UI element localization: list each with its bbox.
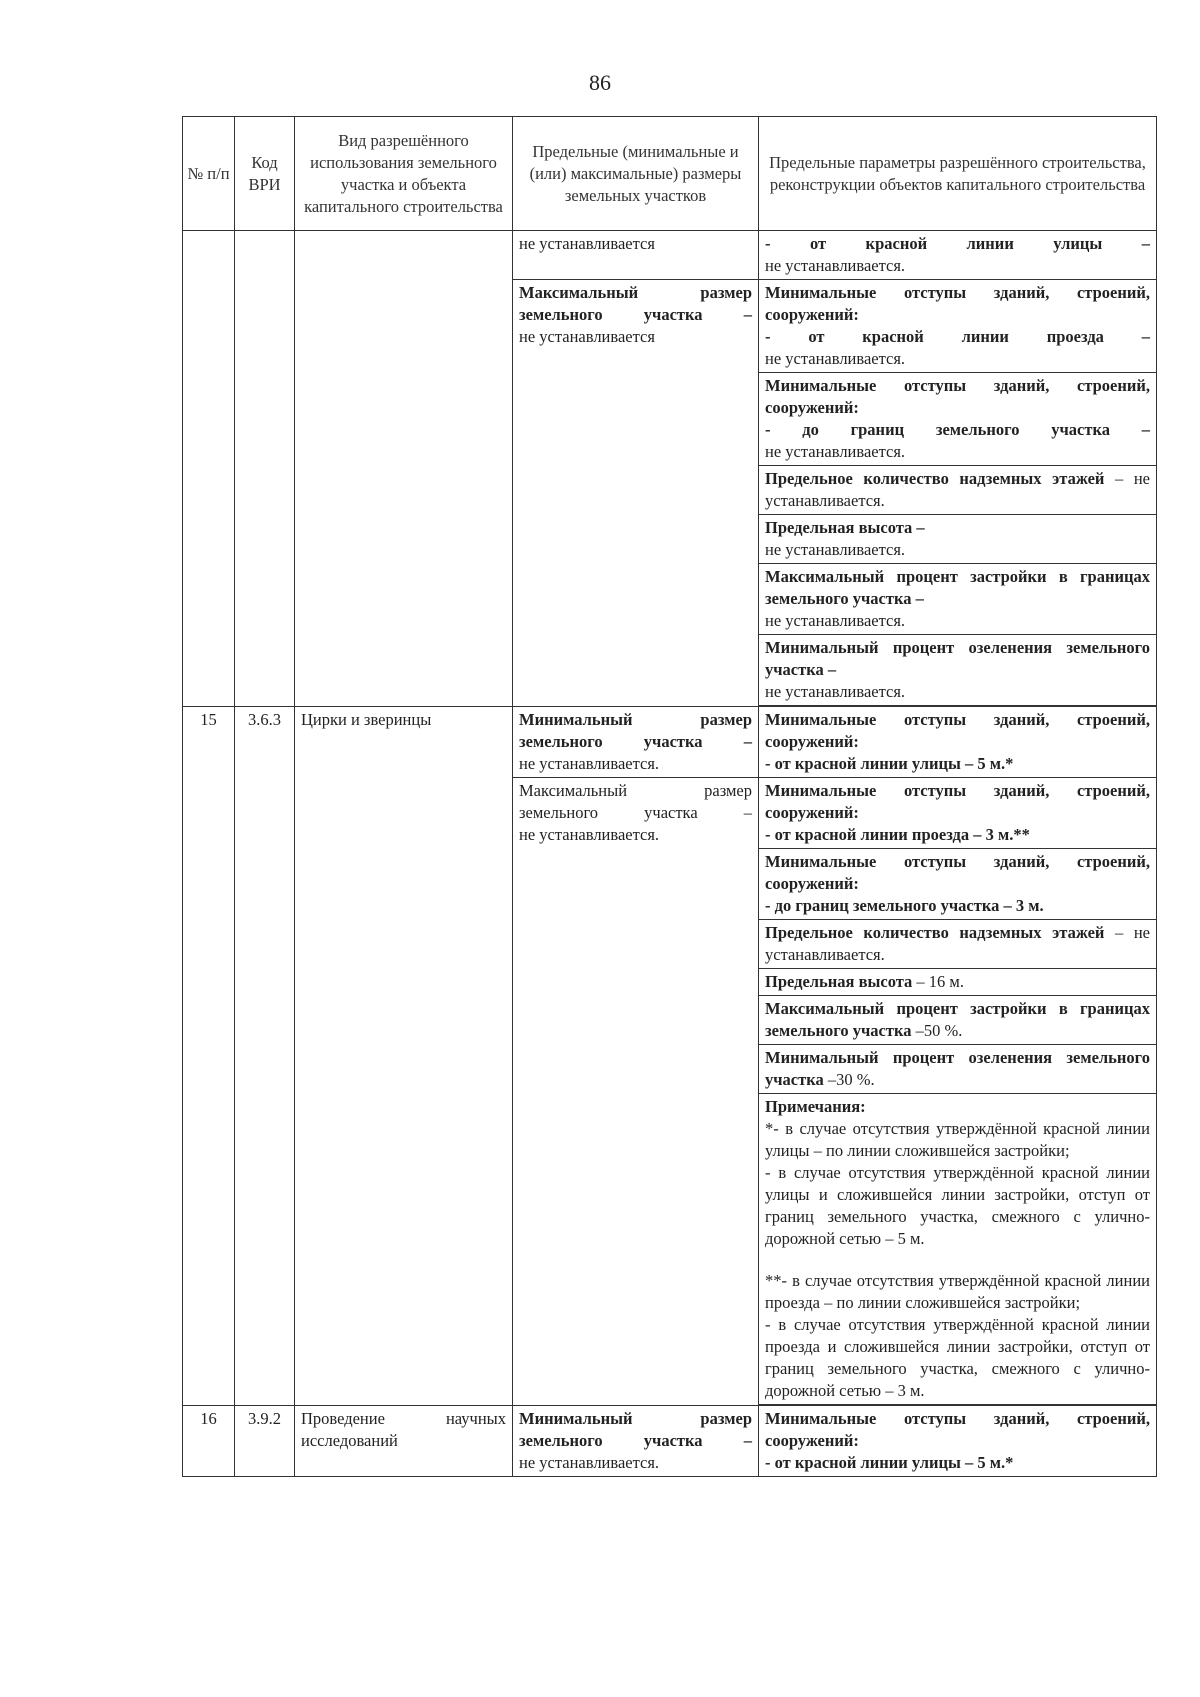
row15-code: 3.6.3 <box>235 707 295 1406</box>
param-cell <box>759 564 1157 635</box>
param-value: не устанавливается. <box>765 349 906 368</box>
param-cell <box>759 280 1157 373</box>
param-value: - от красной линии проезда – 3 м.** <box>765 825 1030 844</box>
param-title: Минимальные отступы зданий, строений, сооружений: <box>765 710 1150 751</box>
table-header-row <box>183 117 1157 231</box>
row15-num: 15 <box>183 707 235 1406</box>
param-cell <box>759 373 1157 466</box>
cont-num-cell <box>183 231 235 707</box>
page-number: 86 <box>589 70 611 95</box>
param-value: не устанавливается. <box>765 442 906 461</box>
row16-num: 16 <box>183 1406 235 1477</box>
param-line: - от красной линии улицы – <box>765 234 1150 253</box>
header-plot-size: Предельные (минимальные и (или) максимальные) размеры земельных участков <box>513 117 759 231</box>
header-code: Код ВРИ <box>235 117 295 231</box>
header-params: Предельные параметры разрешённого строительства, реконструкции объектов капитального строительства <box>759 117 1157 231</box>
param-value: не устанавливается. <box>765 256 906 275</box>
param-line: - от красной линии проезда – <box>765 327 1150 346</box>
param-value: –50 %. <box>911 1021 963 1040</box>
param-value: –30 %. <box>823 1070 875 1089</box>
param-cell <box>759 231 1157 280</box>
regulations-table <box>182 116 1157 1477</box>
table-row <box>183 1406 1157 1477</box>
plot-min-title: Минимальный размер земельного участка – <box>519 1409 752 1450</box>
notes-title: Примечания: <box>765 1097 866 1116</box>
param-title: Предельная высота <box>765 972 913 991</box>
param-cell <box>759 1406 1157 1477</box>
param-value: не устанавливается. <box>765 682 906 701</box>
cont-code-cell <box>235 231 295 707</box>
row15-use: Цирки и зверинцы <box>295 707 513 1406</box>
row16-code: 3.9.2 <box>235 1406 295 1477</box>
param-value: – не устанавливается. <box>765 469 1150 510</box>
note-item: - в случае отсутствия утверждённой красной линии улицы и сложившейся линии застройки, отступ от границ земельного участка, смежного с улично-дорожной сетью – 5 м. <box>765 1163 1150 1248</box>
param-line: - до границ земельного участка – <box>765 420 1150 439</box>
param-title: Минимальные отступы зданий, строений, сооружений: <box>765 283 1150 324</box>
param-title: Минимальный процент озеленения земельного участка <box>765 1048 1150 1089</box>
param-cell <box>759 969 1157 996</box>
row15-plot-max-cell <box>513 778 759 1406</box>
param-value: - до границ земельного участка – 3 м. <box>765 896 1044 915</box>
note-item: - в случае отсутствия утверждённой красной линии проезда и сложившейся линии застройки, отступ от границ земельного участка, смежного с улично-дорожной сетью – 3 м. <box>765 1315 1150 1400</box>
header-num: № п/п <box>183 117 235 231</box>
param-cell <box>759 466 1157 515</box>
param-cell <box>759 996 1157 1045</box>
plot-max-title: Максимальный размер земельного участка – <box>519 283 752 324</box>
param-cell <box>759 778 1157 849</box>
param-value: – 16 м. <box>912 972 964 991</box>
plot-max-title: Максимальный размер земельного участка – <box>519 781 752 822</box>
plot-min-value: не устанавливается. <box>519 1453 660 1472</box>
param-cell <box>759 1045 1157 1094</box>
header-use: Вид разрешённого использования земельного участка и объекта капитального строительства <box>295 117 513 231</box>
table-row <box>183 231 1157 280</box>
row16-plot-min-cell <box>513 1406 759 1477</box>
param-cell <box>759 635 1157 706</box>
cont-plot-cell <box>513 231 759 280</box>
param-title: Минимальный процент озеленения земельного участка – <box>765 638 1150 679</box>
note-item: *- в случае отсутствия утверждённой красной линии улицы – по линии сложившейся застройки; <box>765 1119 1150 1160</box>
row16-use: Проведение научных исследований <box>295 1406 513 1477</box>
param-title: Предельная высота – <box>765 518 925 537</box>
param-cell <box>759 849 1157 920</box>
param-title: Минимальные отступы зданий, строений, сооружений: <box>765 781 1150 822</box>
param-title: Минимальные отступы зданий, строений, сооружений: <box>765 376 1150 417</box>
param-value: - от красной линии улицы – 5 м.* <box>765 1453 1014 1472</box>
param-value: - от красной линии улицы – 5 м.* <box>765 754 1014 773</box>
row15-plot-min-cell <box>513 707 759 778</box>
param-title: Предельное количество надземных этажей <box>765 469 1105 488</box>
param-title: Минимальные отступы зданий, строений, сооружений: <box>765 1409 1150 1450</box>
param-title: Максимальный процент застройки в границах земельного участка <box>765 999 1150 1040</box>
param-value: не устанавливается. <box>765 540 906 559</box>
plot-max-value: не устанавливается <box>519 327 655 346</box>
note-item: **- в случае отсутствия утверждённой красной линии проезда – по линии сложившейся застройки; <box>765 1271 1150 1312</box>
notes-spacer <box>765 1250 1150 1270</box>
cont-use-cell <box>295 231 513 707</box>
param-title: Предельное количество надземных этажей <box>765 923 1105 942</box>
plot-min-value: не устанавливается. <box>519 754 660 773</box>
plot-min-title: Минимальный размер земельного участка – <box>519 710 752 751</box>
param-cell <box>759 515 1157 564</box>
param-value: – не устанавливается. <box>765 923 1150 964</box>
table-row <box>183 707 1157 778</box>
cont-plot-value: не устанавливается <box>519 234 655 253</box>
param-title: Минимальные отступы зданий, строений, сооружений: <box>765 852 1150 893</box>
param-title: Максимальный процент застройки в границах земельного участка – <box>765 567 1150 608</box>
param-cell <box>759 707 1157 778</box>
param-cell <box>759 920 1157 969</box>
plot-max-value: не устанавливается. <box>519 825 660 844</box>
notes-cell <box>759 1094 1157 1405</box>
param-value: не устанавливается. <box>765 611 906 630</box>
cont-plot-max-cell <box>513 280 759 707</box>
